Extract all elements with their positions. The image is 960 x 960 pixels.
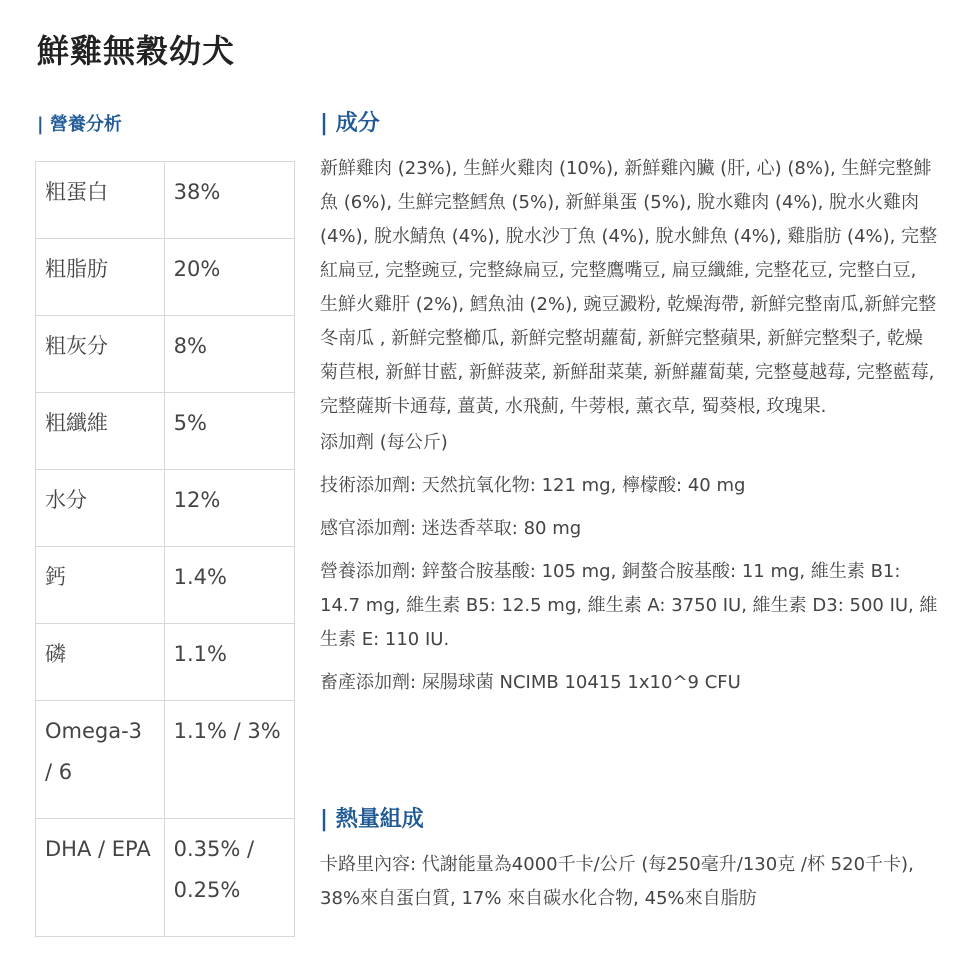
nutrient-value: 1.1% / 3% — [164, 701, 294, 819]
table-row — [36, 547, 295, 624]
nutrient-value: 1.4% — [164, 547, 294, 624]
table-row — [36, 316, 295, 393]
calorie-heading: | 熱量組成 — [320, 807, 424, 832]
ingredients-list: 新鮮雞肉 (23%), 生鮮火雞肉 (10%), 新鮮雞內臟 (肝, 心) (8%), 生鮮完整鯡魚 (6%), 生鮮完整鱈魚 (5%), 新鮮巢蛋 (5%), 脫水雞肉 (4%), 脫水火雞肉 (4%), 脫水鯖魚 (4%), 脫水沙丁魚 (4%), 脫水鯡魚 (4%), 雞脂肪 (4%), 完整紅扁豆, 完整豌豆, 完整綠扁豆, 完整鷹嘴豆, 扁豆纖維, 完整花豆, 完整白豆, 生鮮火雞肝 (2%), 鱈魚油 (2%), 豌豆澱粉, 乾燥海帶, 新鮮完整南瓜,新鮮完整冬南瓜 , 新鮮完整櫛瓜, 新鮮完整胡蘿蔔, 新鮮完整蘋果, 新鮮完整梨子, 乾燥菊苣根, 新鮮甘藍, 新鮮菠菜, 新鮮甜菜葉, 新鮮蘿蔔葉, 完整蔓越莓, 完整藍莓, 完整薩斯卡通莓, 薑黃, 水飛薊, 牛蒡根, 薰衣草, 蜀葵根, 玫瑰果. — [320, 158, 938, 417]
nutrient-value: 8% — [164, 316, 294, 393]
nutritional-additives: 營養添加劑: 鋅螯合胺基酸: 105 mg, 銅螯合胺基酸: 11 mg, 維生素 B1: 14.7 mg, 維生素 B5: 12.5 mg, 維生素 A: 3750 IU, 維生素 D3: 500 IU, 維生素 E: 110 IU. — [320, 561, 938, 650]
calorie-text: 卡路里內容: 代謝能量為4000千卡/公斤 (每250毫升/130克 /杯 520千卡), 38%來自蛋白質, 17% 來自碳水化合物, 45%來自脂肪 — [320, 854, 914, 909]
ingredients-heading: | 成分 — [320, 111, 380, 136]
table-row — [36, 393, 295, 470]
nutrient-name: 粗灰分 — [36, 316, 165, 393]
table-row — [36, 239, 295, 316]
table-row — [36, 624, 295, 701]
additives-title: 添加劑 (每公斤) — [320, 432, 448, 453]
table-row — [36, 162, 295, 239]
nutrient-name: 粗蛋白 — [36, 162, 165, 239]
zootechnical-additives: 畜產添加劑: 屎腸球菌 NCIMB 10415 1x10^9 CFU — [320, 672, 741, 693]
nutrition-heading: | 營養分析 — [37, 114, 122, 135]
nutrient-value: 20% — [164, 239, 294, 316]
nutrient-value: 38% — [164, 162, 294, 239]
nutrient-name: 粗脂肪 — [36, 239, 165, 316]
nutrient-name: 磷 — [36, 624, 165, 701]
ingredients-section — [320, 152, 940, 700]
nutrient-name: 水分 — [36, 470, 165, 547]
nutrient-value: 12% — [164, 470, 294, 547]
nutrient-value: 5% — [164, 393, 294, 470]
nutrient-value: 0.35% / 0.25% — [164, 819, 294, 937]
nutrient-name: Omega-3 / 6 — [36, 701, 165, 819]
nutrient-name: 粗纖維 — [36, 393, 165, 470]
table-row — [36, 819, 295, 937]
sensory-additives: 感官添加劑: 迷迭香萃取: 80 mg — [320, 518, 582, 539]
page-title: 鮮雞無穀幼犬 — [37, 32, 236, 70]
table-row — [36, 701, 295, 819]
nutrient-name: 鈣 — [36, 547, 165, 624]
nutrient-value: 1.1% — [164, 624, 294, 701]
technical-additives: 技術添加劑: 天然抗氧化物: 121 mg, 檸檬酸: 40 mg — [320, 475, 746, 496]
nutrition-table — [35, 161, 295, 937]
table-row — [36, 470, 295, 547]
nutrient-name: DHA / EPA — [36, 819, 165, 937]
